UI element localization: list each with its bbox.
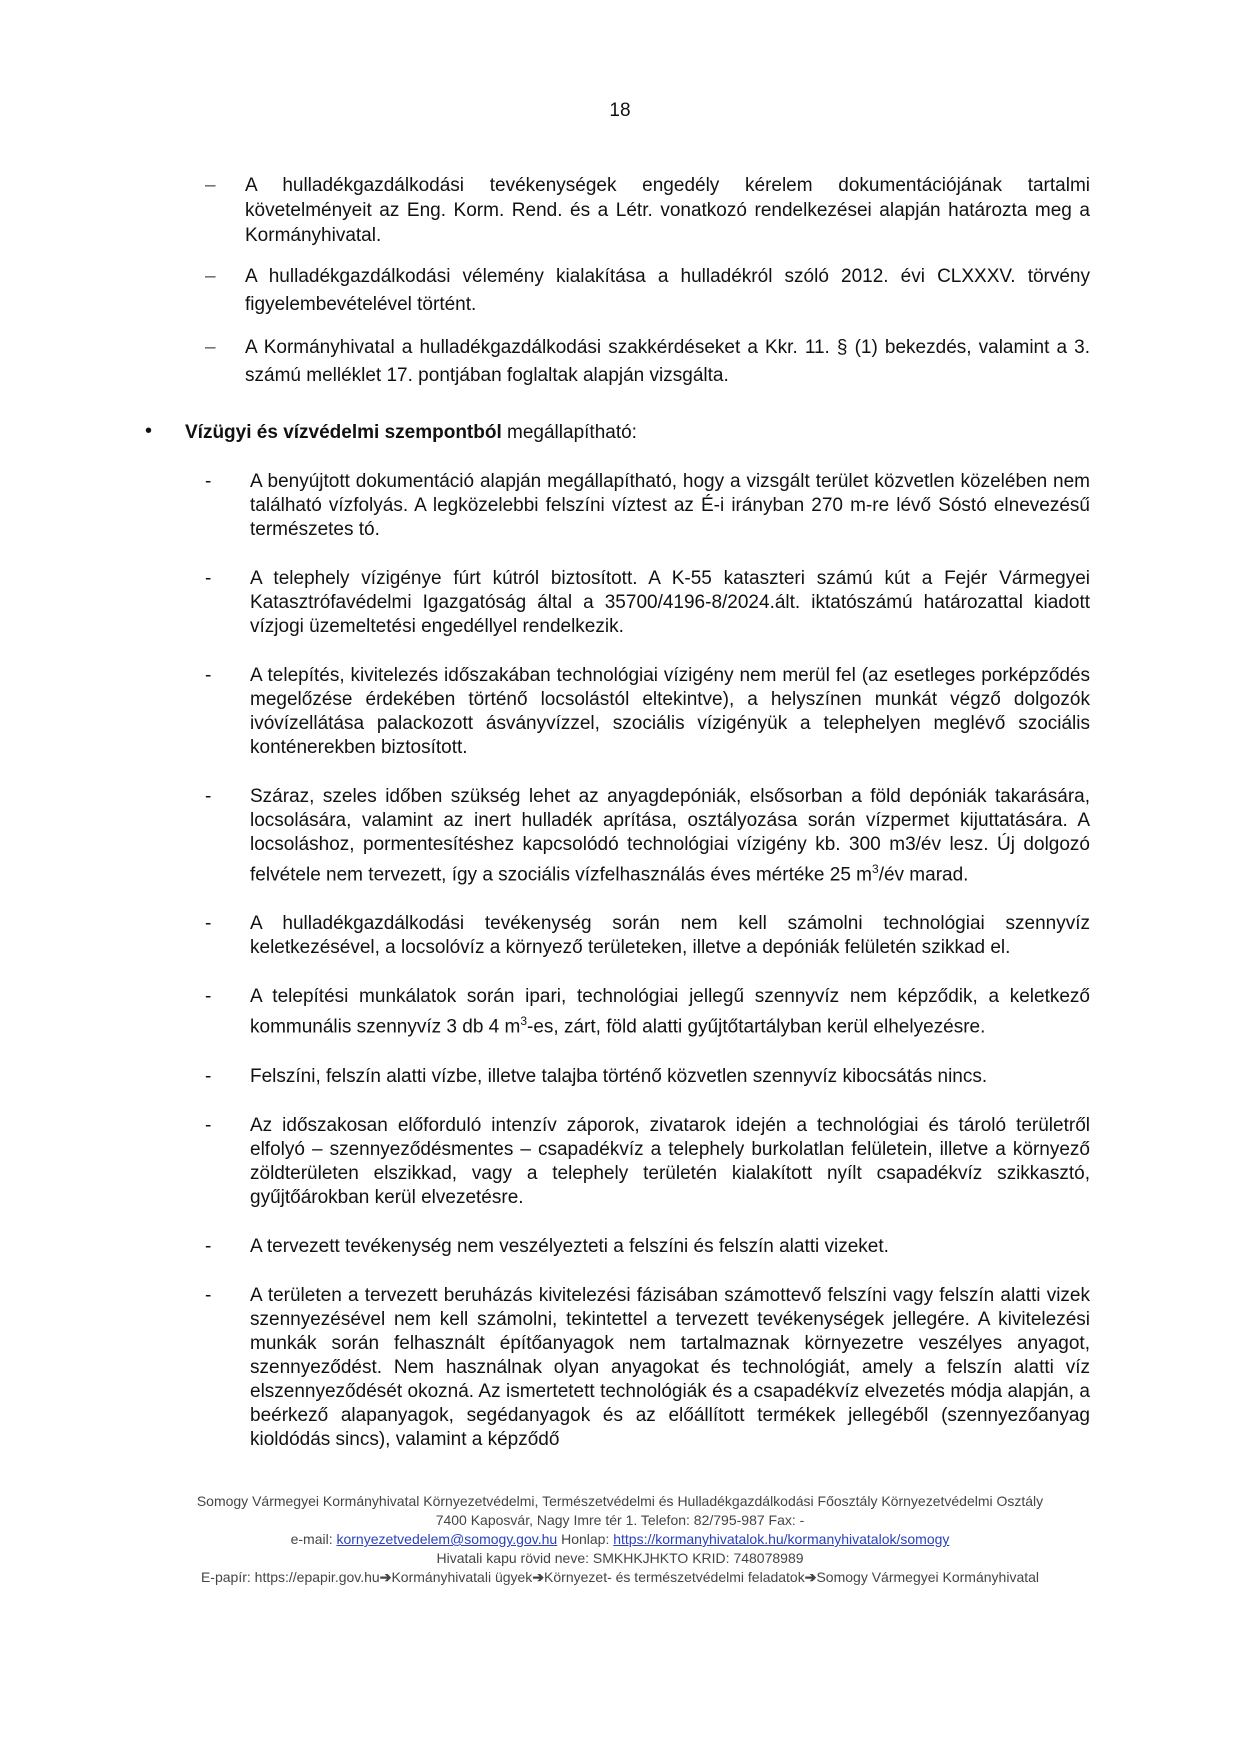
epapir-step-1: Kormányhivatali ügyek [391,1569,533,1585]
dash-marker: – [205,266,216,287]
list-item [205,173,1090,248]
website-label: Honlap: [557,1531,614,1547]
list-item-text: A benyújtott dokumentáció alapján megállapítható, hogy a vizsgált terület közvetlen közelében nem található vízfolyás. A legközelebbi felszíni víztest az É-i irányban 270 m-re lévő Sóstó elnevezésű természetes tó. [250,471,1090,540]
dash-marker: - [205,1235,212,1257]
dash-marker: - [205,471,212,492]
list-item [205,912,1090,960]
page-number: 18 [609,100,631,121]
dash-marker: – [205,337,216,358]
list-item-text: A területen a tervezett beruházás kivitelezési fázisában számottevő felszíni vagy felszín alatti vizek szennyezésével nem kell számolni, tekintettel a tervezett tevékenységek jellegére. A kivitelezési munkák során felhasznált építőanyagok nem tartalmaznak környezetre veszélyes anyagot, szennyeződést. Nem használnak olyan anyagokat és technológiát, amely a felszín alatti víz elszennyeződését okozná. Az ismertetett technológiák és a csapadékvíz elvezetés módja alapján, a beérkező alapanyagok, segédanyagok és az előállított termékek jellegéből (szennyezőanyag kioldódás sincs), valamint a képződő [250,1284,1090,1450]
arrow-right-icon: ➔ [804,1569,817,1585]
email-label: e-mail: [290,1531,337,1547]
list-item-text: Száraz, szeles időben szükség lehet az anyagdepóniák, elsősorban a föld depóniák takarására, locsolására, valamint az inert hulladék aprítása, osztályozása során vízpermet kijuttatására. A locsoláshoz, pormentesítéshez kapcsolódó technológiai vízigény kb. 300 m3/év lesz. Új dolgozó felvétele nem tervezett, így a szociális vízfelhasználás éves mértéke 25 m [250,786,1090,886]
list-item-text: A hulladékgazdálkodási vélemény kialakítása a hulladékról szóló 2012. évi CLXXXV. törvény figyelembevételével történt. [245,266,1090,315]
footer-address-line: 7400 Kaposvár, Nagy Imre tér 1. Telefon: 82/795-987 Fax: - [435,1512,805,1528]
list-item-text: A Kormányhivatal a hulladékgazdálkodási szakkérdéseket a Kkr. 11. § (1) bekezdés, valamint a 3. számú melléklet 17. pontjában foglaltak alapján vizsgálta. [245,337,1090,386]
email-link[interactable]: kornyezetvedelem@somogy.gov.hu [336,1531,558,1547]
list-item [205,567,1090,639]
list-item-text-end: /év marad. [878,864,969,886]
epapir-url: E-papír: https://epapir.gov.hu [200,1569,380,1585]
list-item-text: Az időszakosan előforduló intenzív záporok, zivatarok idején a technológiai és tároló területről elfolyó – szennyeződésmentes – csapadékvíz a telephely burkolatlan felületein, illetve a környező zöldterületen elszikkad, vagy a telephely területén kialakított nyílt csapadékvíz szikkasztó, gyűjtőárokban kerül elvezetésre. [250,1114,1090,1208]
dash-marker: - [205,913,212,935]
dash-marker: - [205,665,212,686]
website-link[interactable]: https://kormanyhivatalok.hu/kormanyhivatalok/somogy [613,1531,950,1547]
arrow-right-icon: ➔ [379,1569,392,1585]
list-item [205,1235,1090,1259]
footer-contact-line [140,1530,1100,1549]
list-item-text-end: -es, zárt, föld alatti gyűjtőtartályban kerül elhelyezésre. [527,1016,986,1038]
list-item-text: A telepítés, kivitelezés időszakában technológiai vízigény nem merül fel (az esetleges porképződés megelőzése érdekében történő locsolástól eltekintve), a helyszínen munkát végző dolgozók ivóvízellátása palackozott ásványvízzel, szociális vízigényük a telephelyen meglévő szociális konténerekben biztosított. [250,665,1090,758]
list-item [205,334,1090,390]
dash-marker: - [205,1065,212,1087]
list-item [205,470,1090,542]
list-item [205,1114,1090,1210]
list-item [205,263,1090,319]
dash-marker: - [205,1114,212,1136]
list-item-text: A telepítési munkálatok során ipari, technológiai jellegű szennyvíz nem képződik, a keletkező kommunális szennyvíz 3 db 4 m [250,986,1090,1038]
water-section-heading [145,420,1095,445]
section-heading-bold: Vízügyi és vízvédelmi szempontból [185,422,502,443]
list-item [205,1284,1090,1452]
list-item-text: A hulladékgazdálkodási tevékenységek engedély kérelem dokumentációjának tartalmi követelményeit az Eng. Korm. Rend. és a Létr. vonatkozó rendelkezései alapján határozta meg a Kormányhivatal. [245,175,1090,246]
section-heading-rest: megállapítható: [501,422,637,443]
water-findings-list [205,470,1090,1452]
footer-office-line: Somogy Vármegyei Kormányhivatal Környezetvédelmi, Természetvédelmi és Hulladékgazdálkodási Főosztály Környezetvédelmi Osztály [196,1493,1044,1509]
page-footer [140,1492,1100,1587]
dash-marker: - [205,786,212,807]
list-item-text: A hulladékgazdálkodási tevékenység során nem kell számolni technológiai szennyvíz keletkezésével, a locsolóvíz a környező területeken, illetve a depóniák felületén szikkad el. [250,913,1090,959]
footer-epapir-line [140,1568,1100,1587]
footer-gateway-line: Hivatali kapu rövid neve: SMKHKJHKTO KRID: 748078989 [436,1550,804,1566]
epapir-step-3: Somogy Vármegyei Kormányhivatal [816,1569,1040,1585]
superscript: 3 [872,862,879,876]
list-item-text: Felszíni, felszín alatti vízbe, illetve talajba történő közvetlen szennyvíz kibocsátás nincs. [250,1065,988,1087]
dash-marker: - [205,568,212,589]
superscript: 3 [520,1014,528,1029]
list-item [205,985,1090,1039]
bullet-marker: • [145,420,153,442]
dash-marker: - [205,1284,212,1306]
dash-marker: - [205,986,212,1008]
list-item [205,1065,1090,1089]
list-item [205,785,1090,887]
list-item-text: A tervezett tevékenység nem veszélyezteti a felszíni és felszín alatti vizeket. [250,1235,889,1257]
arrow-right-icon: ➔ [532,1569,545,1585]
list-item [205,664,1090,760]
dash-marker: – [205,175,216,196]
epapir-step-2: Környezet- és természetvédelmi feladatok [544,1569,805,1585]
waste-management-list [205,173,1090,390]
list-item-text: A telephely vízigénye fúrt kútról biztosított. A K-55 kataszteri számú kút a Fejér Vármegyei Katasztrófavédelmi Igazgatóság által a 35700/4196-8/2024.ált. iktatószámú határozattal kiadott vízjogi üzemeltetési engedéllyel rendelkezik. [250,568,1090,637]
